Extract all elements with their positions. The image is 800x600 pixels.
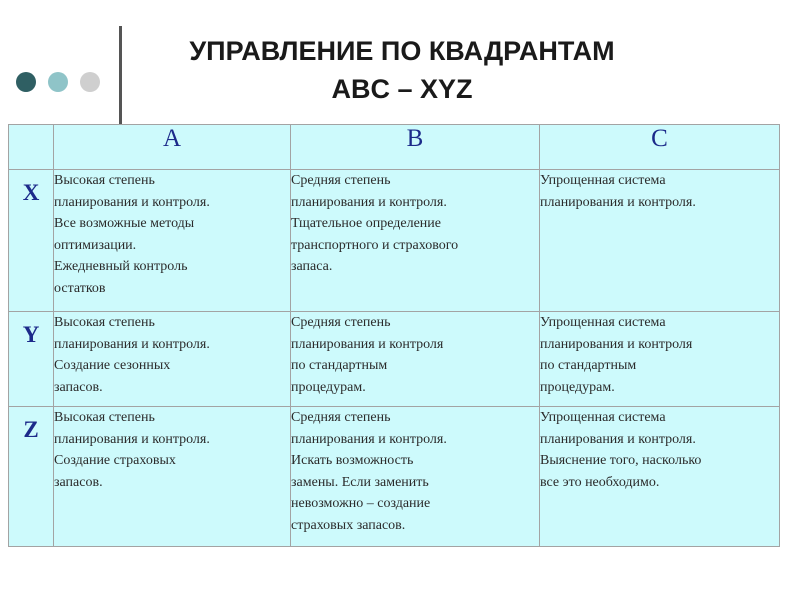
slide-title-line2: ABC – XYZ <box>331 74 473 104</box>
cell-x-c: Упрощенная система планирования и контроля. <box>540 170 780 312</box>
decorative-dot-light <box>48 72 68 92</box>
cell-y-c: Упрощенная система планирования и контроля по стандартным процедурам. <box>540 312 780 407</box>
title-divider-line <box>119 26 122 140</box>
cell-y-b: Средняя степень планирования и контроля по стандартным процедурам. <box>291 312 540 407</box>
table-header-row <box>9 125 780 170</box>
row-label-y: Y <box>9 312 54 407</box>
column-header-b: B <box>291 125 540 170</box>
decorative-dot-gray <box>80 72 100 92</box>
slide-title <box>132 32 672 108</box>
row-label-z: Z <box>9 407 54 547</box>
cell-y-a: Высокая степень планирования и контроля. Создание сезонных запасов. <box>54 312 291 407</box>
cell-z-b: Средняя степень планирования и контроля. Искать возможность замены. Если заменить невозможно – создание страховых запасов. <box>291 407 540 547</box>
table-row-z <box>9 407 780 547</box>
column-header-c: C <box>540 125 780 170</box>
cell-x-b: Средняя степень планирования и контроля. Тщательное определение транспортного и страхового запаса. <box>291 170 540 312</box>
decorative-dot-dark <box>16 72 36 92</box>
corner-cell <box>9 125 54 170</box>
row-label-x: X <box>9 170 54 312</box>
table-row-y <box>9 312 780 407</box>
cell-z-a: Высокая степень планирования и контроля. Создание страховых запасов. <box>54 407 291 547</box>
cell-z-c: Упрощенная система планирования и контроля. Выяснение того, насколько все это необходимо. <box>540 407 780 547</box>
slide-title-line1: УПРАВЛЕНИЕ ПО КВАДРАНТАМ <box>189 36 615 66</box>
table-row-x <box>9 170 780 312</box>
column-header-a: A <box>54 125 291 170</box>
abc-xyz-table <box>8 124 780 547</box>
cell-x-a: Высокая степень планирования и контроля. Все возможные методы оптимизации. Ежедневный контроль остатков <box>54 170 291 312</box>
